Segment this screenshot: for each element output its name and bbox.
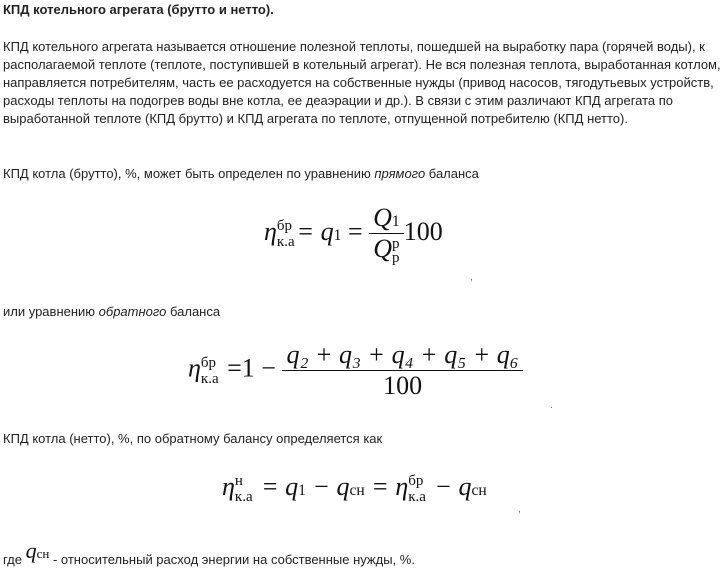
formula-gross-inverse: η бр к.а =1 − $\frac{\text{q₂ + q₃ + q₄ + q₅ + q₆}}{100}$ <box>188 340 523 401</box>
formula-2-mark: . <box>550 400 553 411</box>
formula-net: η н к.а = q1 − qсн = η бр к.а − qсн <box>222 472 487 506</box>
formula-3-mark: , <box>518 504 521 515</box>
qsn-definition-text: где qсн - относительный расход энергии на собственные нужды, %. <box>3 538 415 567</box>
direct-balance-text: КПД котла (брутто), %, может быть определен по уравнению прямого баланса <box>3 166 479 181</box>
inverse-balance-text: или уравнению обратного баланса <box>3 304 221 319</box>
page-title: КПД котельного агрегата (брутто и нетто). <box>3 2 274 17</box>
net-efficiency-text: КПД котла (нетто), %, по обратному балансу определяется как <box>3 431 383 446</box>
formula-gross-direct: η бр к.а = q1 = Q1 Q р р 100 <box>264 203 443 267</box>
intro-paragraph: КПД котельного агрегата называется отношение полезной теплоты, пошедшей на выработку пара (горячей воды), к располагаемой теплоте (теплоте, поступившей в котельный агрегат). Не вся полезная теплота, выработанная котлом, направляется потребителям, часть ее расходуется на собственные нужды (привод насосов, тягодутьевых устройств, расходы теплоты на подогрев воды вне котла, ее деаэрации и др.). В связи с этим различают КПД агрегата по выработанной теплоте (КПД брутто) и КПД агрегата по теплоте, отпущенной потребителю (КПД нетто). <box>3 39 721 126</box>
formula-1-mark: , <box>470 272 473 283</box>
qsn-symbol: qсн <box>25 538 50 563</box>
